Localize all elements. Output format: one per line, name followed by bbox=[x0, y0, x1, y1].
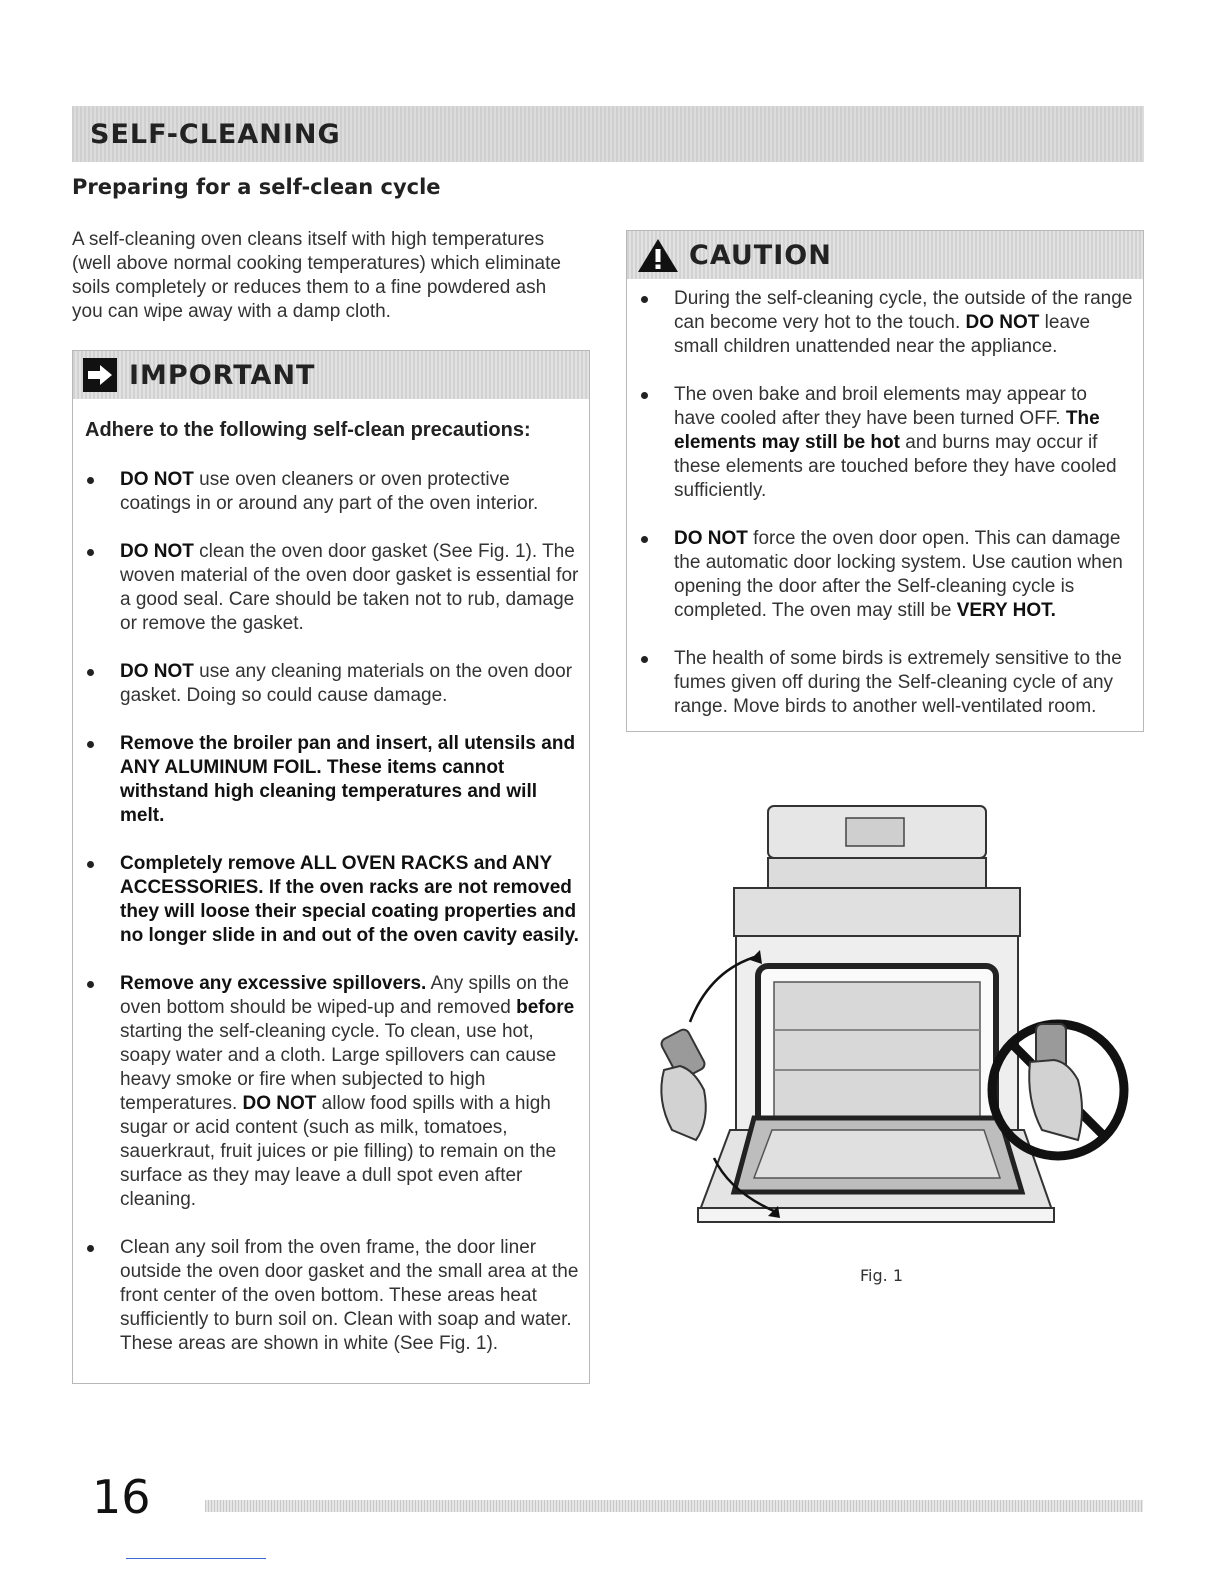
arrow-right-icon bbox=[83, 358, 117, 392]
warning-triangle-icon bbox=[635, 235, 681, 275]
list-item: DO NOT use any cleaning materials on the oven door gasket. Doing so could cause damage. bbox=[73, 660, 579, 708]
subheading: Preparing for a self-clean cycle bbox=[72, 175, 441, 199]
list-item: The health of some birds is extremely sensitive to the fumes given off during the Self-cleaning cycle of any range. Move birds to another well-ventilated room. bbox=[627, 647, 1133, 719]
footer-bar bbox=[205, 1500, 1143, 1512]
caution-label: CAUTION bbox=[689, 239, 832, 271]
important-label: IMPORTANT bbox=[129, 359, 316, 391]
footer-underline bbox=[126, 1558, 266, 1559]
section-title: SELF-CLEANING bbox=[90, 118, 341, 150]
precautions-title: Adhere to the following self-clean precautions: bbox=[85, 419, 531, 441]
list-item: DO NOT clean the oven door gasket (See Fig. 1). The woven material of the oven door gasket is essential for a good seal. Care should be taken not to rub, damage or remove the gasket. bbox=[73, 540, 579, 636]
list-item: The oven bake and broil elements may appear to have cooled after they have been turned OFF. The elements may still be hot and burns may occur if these elements are touched before they have cooled sufficiently. bbox=[627, 383, 1133, 503]
list-item: DO NOT use oven cleaners or oven protective coatings in or around any part of the oven interior. bbox=[73, 468, 579, 516]
caution-box bbox=[626, 230, 1144, 732]
list-item: During the self-cleaning cycle, the outside of the range can become very hot to the touch. DO NOT leave small children unattended near the appliance. bbox=[627, 287, 1133, 359]
caution-header bbox=[627, 231, 1143, 279]
list-item: Remove any excessive spillovers. Any spills on the oven bottom should be wiped-up and removed before starting the self-cleaning cycle. To clean, use hot, soapy water and a cloth. Large spillovers can cause heavy smoke or fire when subjected to high temperatures. DO NOT allow food spills with a high sugar or acid content (such as milk, tomatoes, sauerkraut, fruit juices or pie filling) to remain on the surface as they may leave a dull spot even after cleaning. bbox=[73, 972, 579, 1212]
important-header bbox=[73, 351, 589, 399]
important-box bbox=[72, 350, 590, 1384]
caution-list bbox=[627, 287, 1143, 719]
list-item: DO NOT force the oven door open. This can damage the automatic door locking system. Use caution when opening the door after the Self-cleaning cycle is completed. The oven may still be VERY HOT. bbox=[627, 527, 1133, 623]
list-item: Clean any soil from the oven frame, the door liner outside the oven door gasket and the small area at the front center of the oven bottom. These areas heat sufficiently to burn soil on. Clean with soap and water. These areas are shown in white (See Fig. 1). bbox=[73, 1236, 579, 1356]
precautions-list bbox=[73, 468, 589, 1356]
section-banner bbox=[72, 106, 1144, 162]
oven-door-gasket-figure bbox=[650, 800, 1130, 1230]
figure-caption: Fig. 1 bbox=[860, 1266, 903, 1285]
list-item: Completely remove ALL OVEN RACKS and ANY ACCESSORIES. If the oven racks are not removed they will loose their special coating properties and no longer slide in and out of the oven cavity easily. bbox=[73, 852, 579, 948]
page-number: 16 bbox=[92, 1470, 151, 1524]
intro-paragraph: A self-cleaning oven cleans itself with high temperatures (well above normal cooking temperatures) which eliminate soils completely or reduces them to a fine powdered ash you can wipe away with a damp cloth. bbox=[72, 229, 561, 322]
list-item: Remove the broiler pan and insert, all utensils and ANY ALUMINUM FOIL. These items cannot withstand high cleaning temperatures and will melt. bbox=[73, 732, 579, 828]
